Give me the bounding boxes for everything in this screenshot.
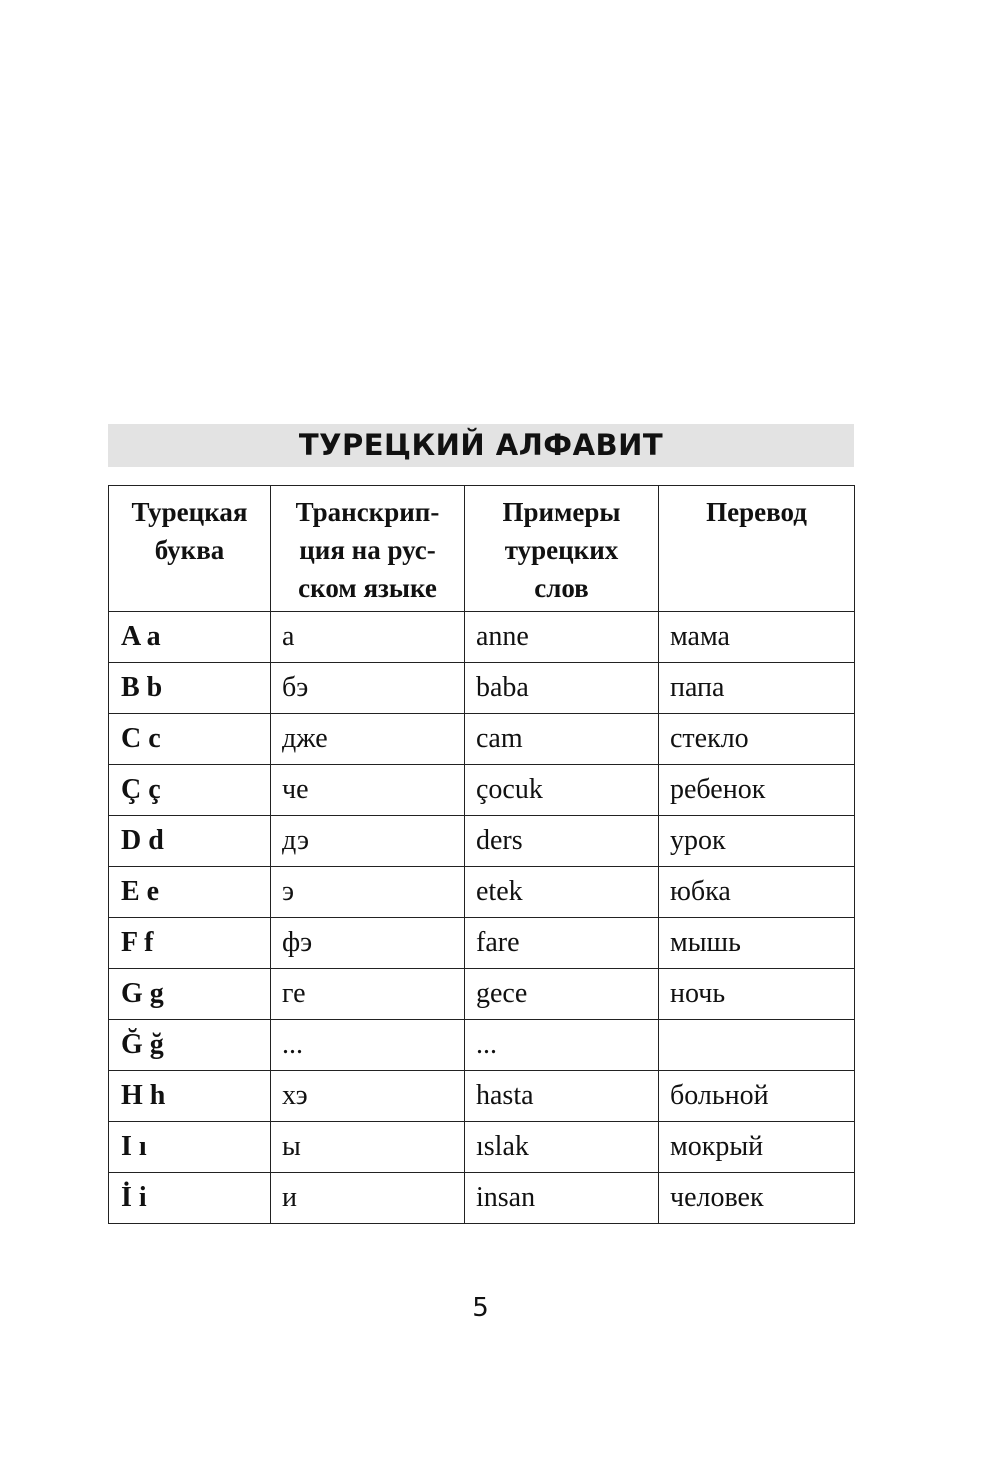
table-row xyxy=(109,918,855,969)
cell-transcription: и xyxy=(271,1173,465,1224)
cell-example: baba xyxy=(465,663,659,714)
table-row xyxy=(109,1071,855,1122)
header-turkish-letter: Турецкая буква xyxy=(109,486,271,612)
table-row xyxy=(109,765,855,816)
cell-transcription: дже xyxy=(271,714,465,765)
cell-example: fare xyxy=(465,918,659,969)
cell-example: cam xyxy=(465,714,659,765)
cell-letter: I ı xyxy=(109,1122,271,1173)
cell-example: insan xyxy=(465,1173,659,1224)
cell-letter: E e xyxy=(109,867,271,918)
table-row xyxy=(109,1122,855,1173)
table-row xyxy=(109,1173,855,1224)
cell-transcription: ... xyxy=(271,1020,465,1071)
cell-example: gece xyxy=(465,969,659,1020)
cell-example: ders xyxy=(465,816,659,867)
cell-example: ... xyxy=(465,1020,659,1071)
cell-transcription: дэ xyxy=(271,816,465,867)
table-row xyxy=(109,1020,855,1071)
cell-translation: стекло xyxy=(659,714,855,765)
cell-translation: мокрый xyxy=(659,1122,855,1173)
table-row xyxy=(109,612,855,663)
cell-translation: ночь xyxy=(659,969,855,1020)
cell-transcription: хэ xyxy=(271,1071,465,1122)
cell-transcription: че xyxy=(271,765,465,816)
cell-letter: Ç ç xyxy=(109,765,271,816)
cell-transcription: фэ xyxy=(271,918,465,969)
header-transcription: Транскрип- ция на рус- ском языке xyxy=(271,486,465,612)
cell-translation: человек xyxy=(659,1173,855,1224)
cell-letter: A a xyxy=(109,612,271,663)
cell-transcription: ы xyxy=(271,1122,465,1173)
cell-letter: H h xyxy=(109,1071,271,1122)
table-row xyxy=(109,969,855,1020)
cell-letter: F f xyxy=(109,918,271,969)
cell-translation: больной xyxy=(659,1071,855,1122)
cell-example: anne xyxy=(465,612,659,663)
cell-translation: урок xyxy=(659,816,855,867)
header-examples: Примеры турецких слов xyxy=(465,486,659,612)
cell-example: etek xyxy=(465,867,659,918)
cell-transcription: ге xyxy=(271,969,465,1020)
cell-example: ıslak xyxy=(465,1122,659,1173)
section-title: ТУРЕЦКИЙ АЛФАВИТ xyxy=(298,427,664,462)
table-header-row xyxy=(109,486,855,612)
cell-letter: Ğ ğ xyxy=(109,1020,271,1071)
cell-example: çocuk xyxy=(465,765,659,816)
cell-translation: папа xyxy=(659,663,855,714)
cell-transcription: э xyxy=(271,867,465,918)
cell-letter: İ i xyxy=(109,1173,271,1224)
cell-translation xyxy=(659,1020,855,1071)
alphabet-table xyxy=(108,485,855,1224)
header-translation: Перевод xyxy=(659,486,855,612)
cell-example: hasta xyxy=(465,1071,659,1122)
table-row xyxy=(109,663,855,714)
cell-transcription: бэ xyxy=(271,663,465,714)
cell-translation: мышь xyxy=(659,918,855,969)
table-row xyxy=(109,714,855,765)
cell-transcription: а xyxy=(271,612,465,663)
table-row xyxy=(109,867,855,918)
page-number: 5 xyxy=(472,1293,489,1323)
cell-letter: B b xyxy=(109,663,271,714)
cell-letter: C c xyxy=(109,714,271,765)
cell-letter: G g xyxy=(109,969,271,1020)
cell-translation: ребенок xyxy=(659,765,855,816)
cell-translation: юбка xyxy=(659,867,855,918)
table-row xyxy=(109,816,855,867)
cell-translation: мама xyxy=(659,612,855,663)
cell-letter: D d xyxy=(109,816,271,867)
section-title-band xyxy=(108,424,854,467)
